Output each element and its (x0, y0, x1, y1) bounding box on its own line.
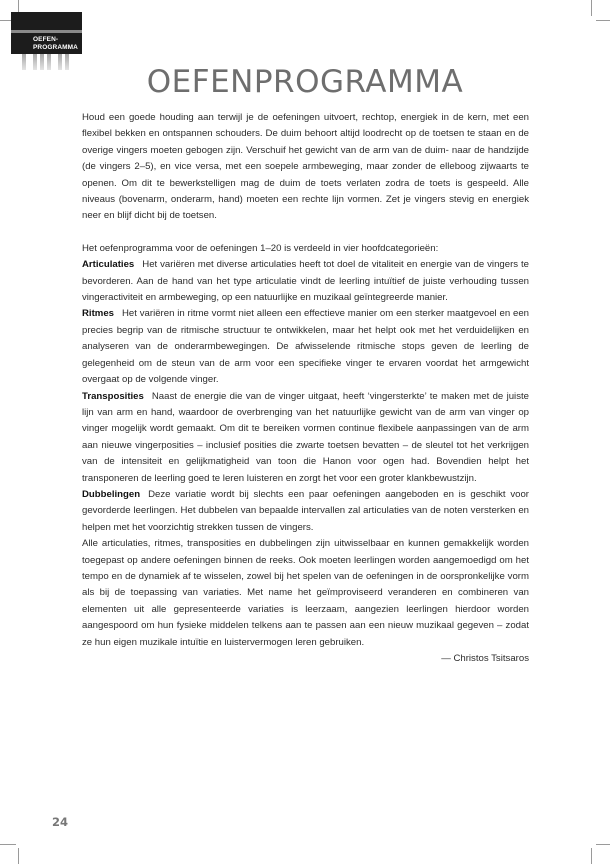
section-tab-label-line2: PROGRAMMA (33, 43, 78, 51)
section-tab (11, 12, 82, 54)
crop-mark-bottom-right-vertical (591, 848, 592, 864)
page-title: OEFENPROGRAMMA (146, 64, 464, 100)
category-term: Ritmes (82, 308, 114, 320)
category-transposities (82, 389, 529, 487)
crop-mark-top-right-horizontal (596, 20, 610, 21)
intro-paragraph: Houd een goede houding aan terwijl je de oefeningen uitvoert, rechtop, energiek in de kern, met een flexibel bekken en ontspannen schouders. De duim behoort altijd loodrecht op de toetsen te staan en de overige vingers moeten gebogen zijn. Verschuif het gewicht van de arm van de duim- naar de handzijde (de vingers 2–5), en vice versa, met een soepele armbeweging, maar zonder de elleboog zijwaarts te openen. Om dit te bewerkstelligen mag de duim de toets verlaten zodra de toets is gespeeld. Alle niveaus (bovenarm, onderarm, hand) moeten een rechte lijn vormen. Zet je vingers stevig en energiek neer en blijf dicht bij de toetsen. (82, 112, 529, 222)
body-content (82, 110, 529, 667)
category-term: Articulaties (82, 259, 135, 271)
crop-mark-top-right-vertical (591, 0, 592, 16)
category-text: Deze variatie wordt bij slechts een paar oefeningen aangeboden en is geschikt voor gevorderde leerlingen. Het dubbelen van bepaalde intervallen zal articulaties van de noten versterken en helpen met het voorzichtig strekken tussen de vingers. (82, 488, 529, 533)
category-text: Het variëren in ritme vormt niet alleen een effectieve manier om een sterker maatgevoel en een precies begrip van de ritmische structuur te ontwikkelen, maar het helpt ook met het verduidelijken en analyseren van de onderarmbewegingen. De afwisselende ritmische stops geven de leerling de gelegenheid om de steun van de arm voor een specifieke vinger te ervaren voordat het armgewicht overgaat op de volgende vinger. (82, 308, 529, 386)
section-tab-label-line1: OEFEN- (33, 36, 59, 43)
section-tab-stripe (11, 30, 82, 33)
category-articulaties (82, 257, 529, 306)
category-text: Het variëren met diverse articulaties heeft tot doel de vitaliteit en energie van de vingers te bevorderen. Aan de hand van het type articulatie vindt de leerling intuïtief de juiste verhouding tussen vingeractiviteit en armbeweging, op een natuurlijke en muzikaal geïntegreerde manier. (82, 259, 529, 304)
crop-mark-bottom-left-horizontal (0, 844, 16, 845)
closing-paragraph: Alle articulaties, ritmes, transposities en dubbelingen zijn uitwisselbaar en kunnen gemakkelijk worden toegepast op andere oefeningen binnen de reeks. Ook moeten leerlingen worden aangemoedigd om het tempo en de dynamiek af te wisselen, zowel bij het spelen van de oefeningen in de oorspronkelijke vorm als bij de toepassing van variaties. Met name het geïmproviseerd veranderen en combineren van elementen uit alle gepresenteerde variaties is leerzaam, aangezien leerlingen hierdoor worden aangespoord om hun fysieke middelen telkens aan te passen aan een nieuw muzikaal gegeven – zodat ze hun eigen muzikale intuïtie en luistervermogen leren gebruiken. (82, 538, 529, 648)
crop-mark-bottom-right-horizontal (596, 844, 610, 845)
page-number: 24 (52, 815, 69, 829)
category-term: Dubbelingen (82, 488, 141, 500)
category-dubbelingen (82, 487, 529, 536)
crop-mark-bottom-left-vertical (18, 848, 19, 864)
category-text: Naast de energie die van de vinger uitgaat, heeft ‘vingersterkte’ te maken met de juiste lijn van arm en hand, waardoor de overbrenging van het natuurlijke gewicht van de arm van vinger op vinger mogelijk wordt gemaakt. Om dit te bereiken vormen continue flexibele aanpassingen van de arm aan nieuwe vingerposities – inclusief posities die zwarte toetsen bevatten – de sleutel tot het verkrijgen van de intensiteit en gelijkmatigheid van toon die Hanon voor ogen had. Bovendien helpt het transponeren de leerling goed te leren luisteren en zorgt het voor een groter klankbewustzijn. (82, 390, 529, 484)
category-term: Transposities (82, 390, 144, 402)
category-ritmes (82, 306, 529, 388)
author-signature: — Christos Tsitsaros (441, 653, 529, 664)
categories-intro: Het oefenprogramma voor de oefeningen 1–20 is verdeeld in vier hoofdcategorieën: (82, 242, 439, 254)
section-tab-label (33, 36, 78, 51)
